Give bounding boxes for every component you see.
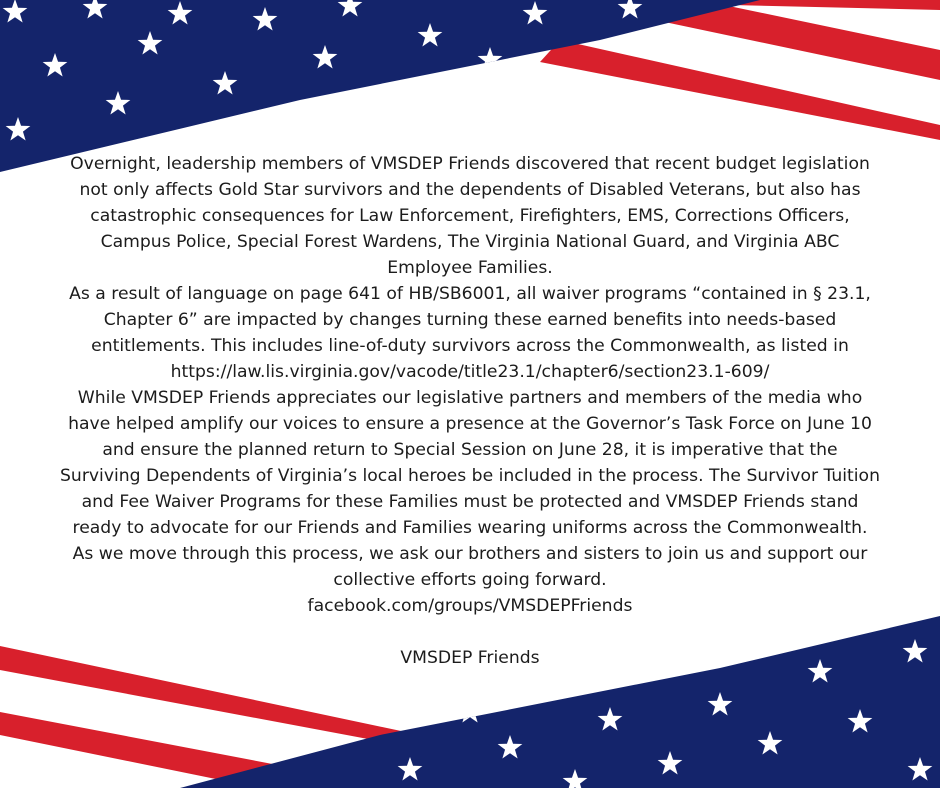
top-blue-field xyxy=(0,0,760,172)
paragraph-call-to-action: As we move through this process, we ask our brothers and sisters to join us and support our collective efforts going forward. xyxy=(72,544,868,590)
spacer xyxy=(60,619,880,645)
group-link: facebook.com/groups/VMSDEPFriends xyxy=(307,596,633,616)
announcement-text xyxy=(60,151,880,671)
paragraph-discovery: Overnight, leadership members of VMSDEP Friends discovered that recent budget legislation not only affects Gold Star survivors and the dependents of Disabled Veterans, but also has catastrophic consequences for Law Enforcement, Firefighters, EMS, Corrections Officers, Campus Police, Special Forest Wardens, The Virginia National Guard, and Virginia ABC Employee Families. xyxy=(70,154,870,278)
paragraph-legislation: As a result of language on page 641 of HB/SB6001, all waiver programs “contained in § 23.1, Chapter 6” are impacted by changes turning these earned benefits into needs-based entitlements. This includes line-of-duty survivors across the Commonwealth, as listed in https://law.lis.virginia.gov/vacode/title23.1/chapter6/section23.1-609/ xyxy=(69,284,871,382)
signature: VMSDEP Friends xyxy=(400,648,540,668)
paragraph-advocacy: While VMSDEP Friends appreciates our legislative partners and members of the media who have helped amplify our voices to ensure a presence at the Governor’s Task Force on June 10 and ensure the planned return to Special Session on June 28, it is imperative that the Surviving Dependents of Virginia’s local heroes be included in the process. The Survivor Tuition and Fee Waiver Programs for these Families must be protected and VMSDEP Friends stand ready to advocate for our Friends and Families wearing uniforms across the Commonwealth. xyxy=(60,388,880,538)
top-star-field xyxy=(0,0,760,172)
